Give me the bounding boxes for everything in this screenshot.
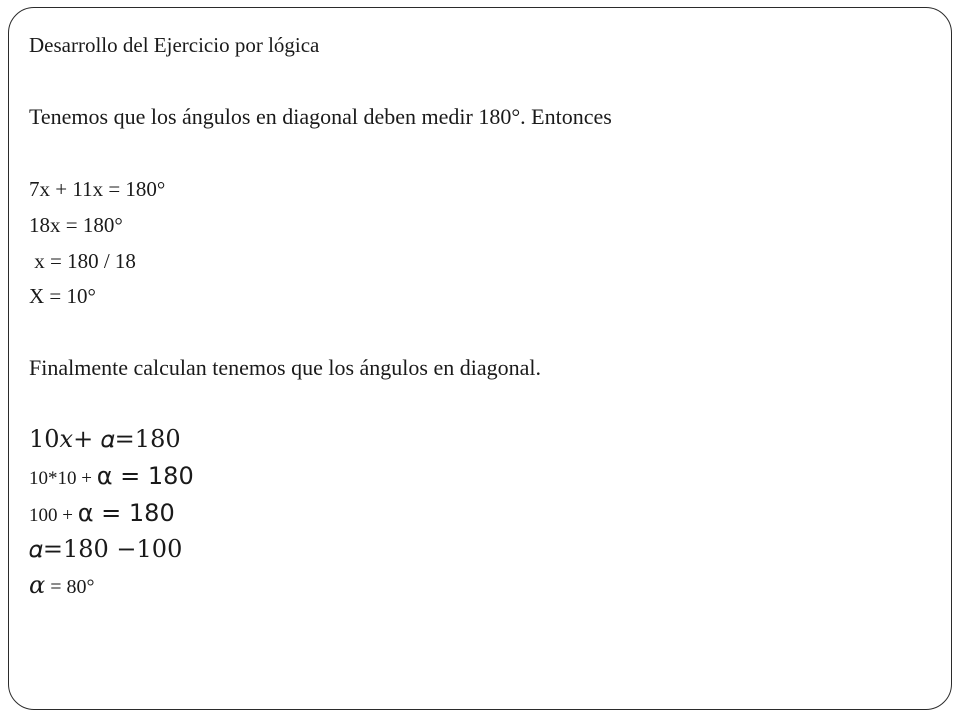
step-line-4: X = 10° <box>29 284 96 308</box>
equation-2 <box>29 464 194 489</box>
equation-2-right: α = 180 <box>96 462 194 490</box>
step-line-2: 18x = 180° <box>29 213 123 237</box>
equation-1: 10𝑥+ 𝛼=180 <box>29 425 181 453</box>
slide-heading: Desarrollo del Ejercicio por lógica <box>29 33 320 57</box>
equation-5-value: = 80° <box>45 576 95 598</box>
conclusion-text: Finalmente calculan tenemos que los ángulos en diagonal. <box>29 355 541 380</box>
equation-3-left: 100 + <box>29 505 78 526</box>
equation-2-left: 10*10 + <box>29 468 97 489</box>
equation-5-alpha: 𝛼 <box>29 571 46 599</box>
intro-text: Tenemos que los ángulos en diagonal deben medir 180°. Entonces <box>29 104 612 129</box>
equation-5 <box>29 573 95 598</box>
equation-4: 𝛼=180 −100 <box>29 535 183 563</box>
step-line-3: x = 180 / 18 <box>29 249 136 273</box>
equation-3 <box>29 501 175 526</box>
equation-3-right: α = 180 <box>77 499 175 527</box>
step-line-1: 7x + 11x = 180° <box>29 177 166 201</box>
